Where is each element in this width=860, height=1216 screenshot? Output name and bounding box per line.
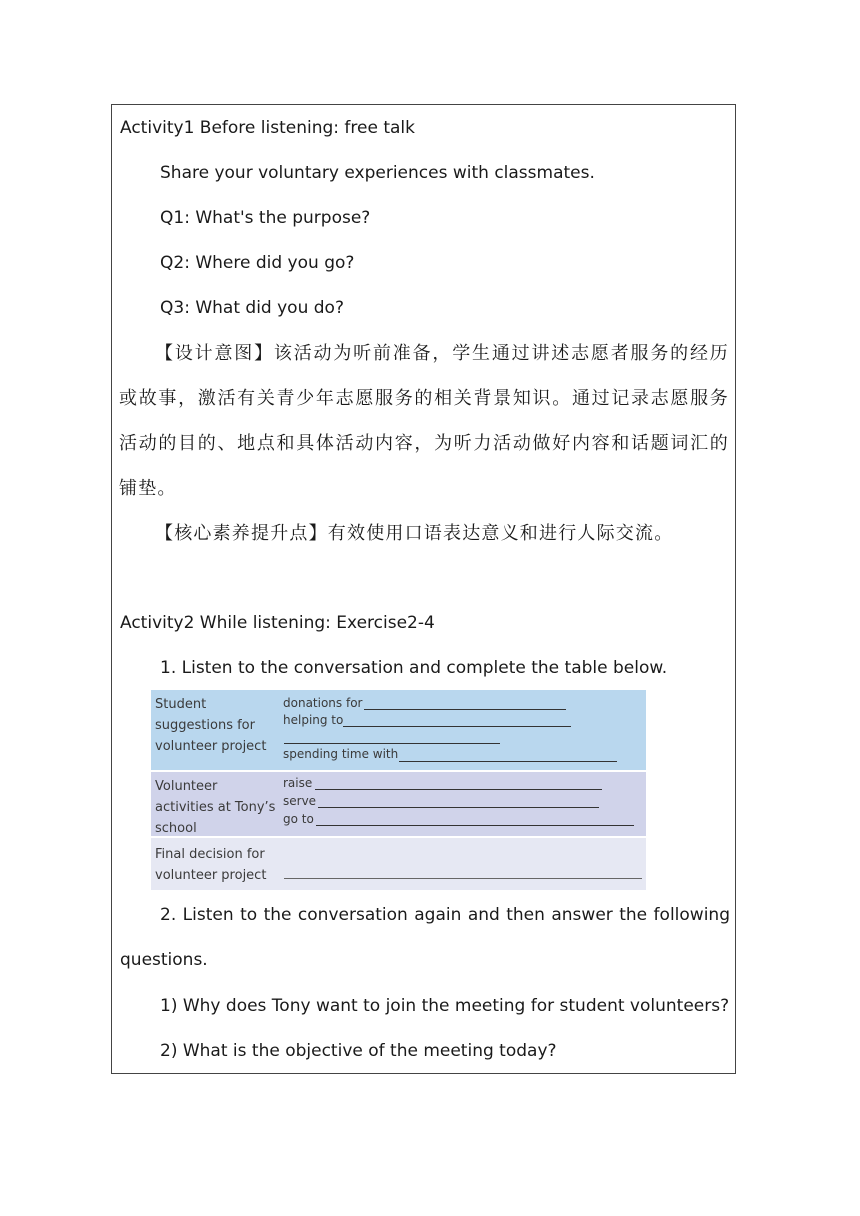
item-label: serve — [283, 794, 317, 808]
row-answers — [280, 772, 646, 836]
exercise-table — [151, 690, 646, 890]
activity1-title: Activity1 Before listening: free talk — [120, 118, 415, 138]
table-row — [151, 690, 646, 770]
activity2-task-1: 1. Listen to the conversation and complete the table below. — [160, 658, 668, 678]
row-label: Student suggestions for volunteer project — [155, 697, 267, 754]
item-label: donations for — [283, 696, 363, 710]
activity1-question-3: Q3: What did you do? — [160, 298, 344, 318]
answer-blank[interactable] — [318, 807, 599, 808]
activity2-title: Activity2 While listening: Exercise2-4 — [120, 613, 435, 633]
design-intent-paragraph: 【设计意图】该活动为听前准备，学生通过讲述志愿者服务的经历或故事，激活有关青少年志愿服务的相关背景知识。通过记录志愿服务活动的目的、地点和具体活动内容，为听力活动做好内容和话题词汇的铺垫。 — [119, 343, 729, 499]
activity1-prompt: Share your voluntary experiences with classmates. — [160, 163, 595, 183]
answer-blank[interactable] — [316, 825, 634, 826]
row-label: Volunteer activities at Tony’s school — [155, 779, 276, 836]
answer-blank[interactable] — [399, 761, 617, 762]
item-label: spending time with — [283, 747, 399, 761]
answer-blank[interactable] — [284, 743, 500, 744]
row-answers — [280, 690, 646, 770]
item-label: raise — [283, 776, 313, 790]
activity2-task-2: 2. Listen to the conversation again and then answer the following questions. — [120, 905, 730, 970]
answer-blank[interactable] — [364, 709, 566, 710]
table-row — [151, 838, 646, 890]
answer-blank[interactable] — [343, 726, 571, 727]
item-label: go to — [283, 812, 314, 826]
row-answers — [280, 838, 646, 890]
answer-blank[interactable] — [315, 789, 602, 790]
core-literacy-paragraph: 【核心素养提升点】有效使用口语表达意义和进行人际交流。 — [155, 523, 674, 544]
activity1-notes — [119, 331, 729, 556]
activity2-question-1: 1) Why does Tony want to join the meeting for student volunteers? — [160, 996, 730, 1016]
activity1-question-1: Q1: What's the purpose? — [160, 208, 371, 228]
table-row — [151, 772, 646, 836]
answer-blank[interactable] — [284, 878, 642, 879]
row-label: Final decision for volunteer project — [155, 847, 267, 883]
activity2-question-2: 2) What is the objective of the meeting today? — [160, 1041, 557, 1061]
item-label: helping to — [283, 713, 344, 727]
activity1-question-2: Q2: Where did you go? — [160, 253, 355, 273]
